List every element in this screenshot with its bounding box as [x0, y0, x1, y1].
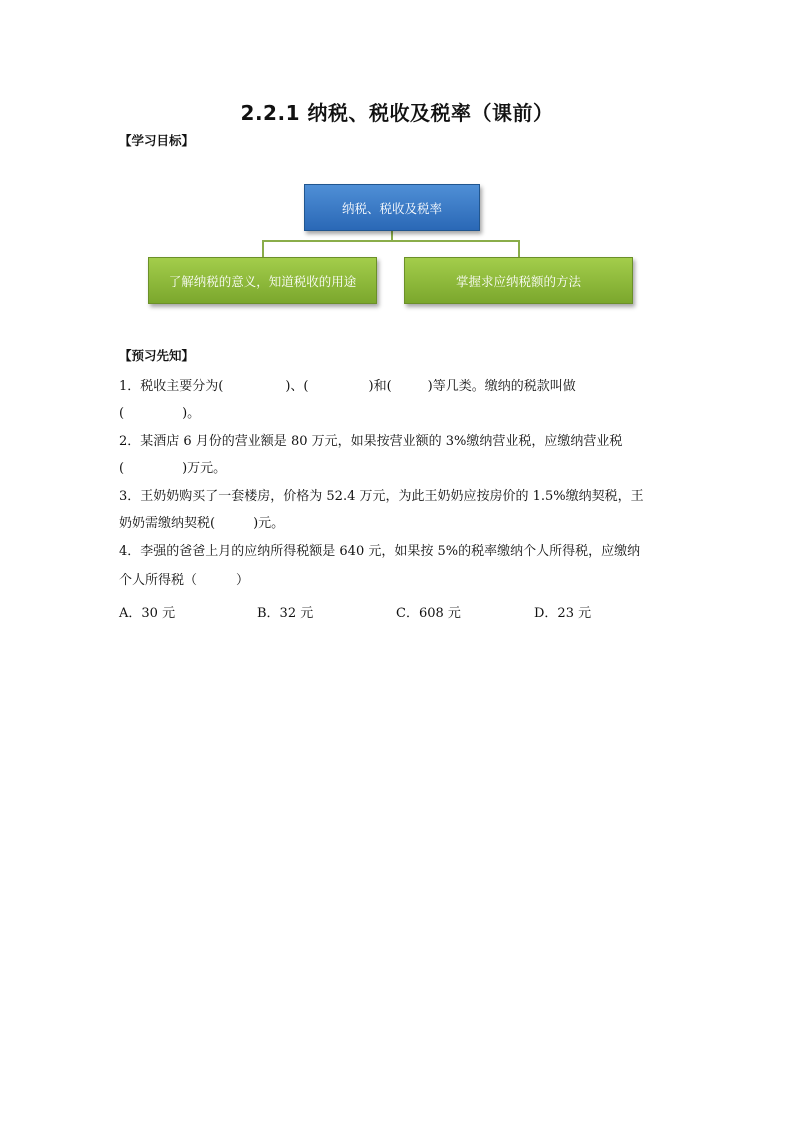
question-text: (: [119, 406, 125, 421]
question-text: )、(: [285, 379, 309, 394]
connector-horizontal: [262, 240, 520, 242]
question-3-line-2: [119, 512, 284, 531]
question-2-line-2: [119, 457, 226, 476]
question-2-line-1: 2．某酒店 6 月份的营业额是 80 万元，如果按营业额的 3%缴纳营业税，应缴纳营业税: [119, 434, 623, 449]
question-4-line-1: 4．李强的爸爸上月的应纳所得税额是 640 元，如果按 5%的税率缴纳个人所得税，应缴纳: [119, 544, 641, 559]
question-text: (: [119, 461, 125, 476]
question-text: )元。: [253, 516, 285, 531]
question-4-line-2: 个人所得税（ ）: [119, 573, 250, 588]
question-text: )和(: [368, 379, 392, 394]
diagram-child-node-2: 掌握求应纳税额的方法: [404, 257, 633, 304]
connector-right: [518, 240, 520, 257]
question-3-line-1: 3．王奶奶购买了一套楼房，价格为 52.4 万元，为此王奶奶应按房价的 1.5%缴纳契税，王: [119, 489, 644, 504]
question-1-line-2: [119, 402, 200, 421]
diagram-root-node: 纳税、税收及税率: [304, 184, 480, 231]
section-preview-label: 【预习先知】: [119, 348, 195, 363]
option-d: D．23 元: [534, 606, 592, 621]
page-title: 2.2.1 纳税、税收及税率（课前）: [240, 101, 554, 125]
option-c: C．608 元: [396, 606, 461, 621]
option-b: B．32 元: [257, 606, 314, 621]
question-1-line-1: [119, 375, 576, 394]
diagram-child-node-1: 了解纳税的意义，知道税收的用途: [148, 257, 377, 304]
question-text: 1．税收主要分为(: [119, 379, 224, 394]
question-text: 奶奶需缴纳契税(: [119, 516, 216, 531]
option-a: A．30 元: [119, 606, 176, 621]
section-goals-label: 【学习目标】: [119, 133, 195, 148]
question-text: )万元。: [182, 461, 227, 476]
question-text: )等几类。缴纳的税款叫做: [427, 379, 576, 394]
connector-left: [262, 240, 264, 257]
question-text: )。: [182, 406, 201, 421]
